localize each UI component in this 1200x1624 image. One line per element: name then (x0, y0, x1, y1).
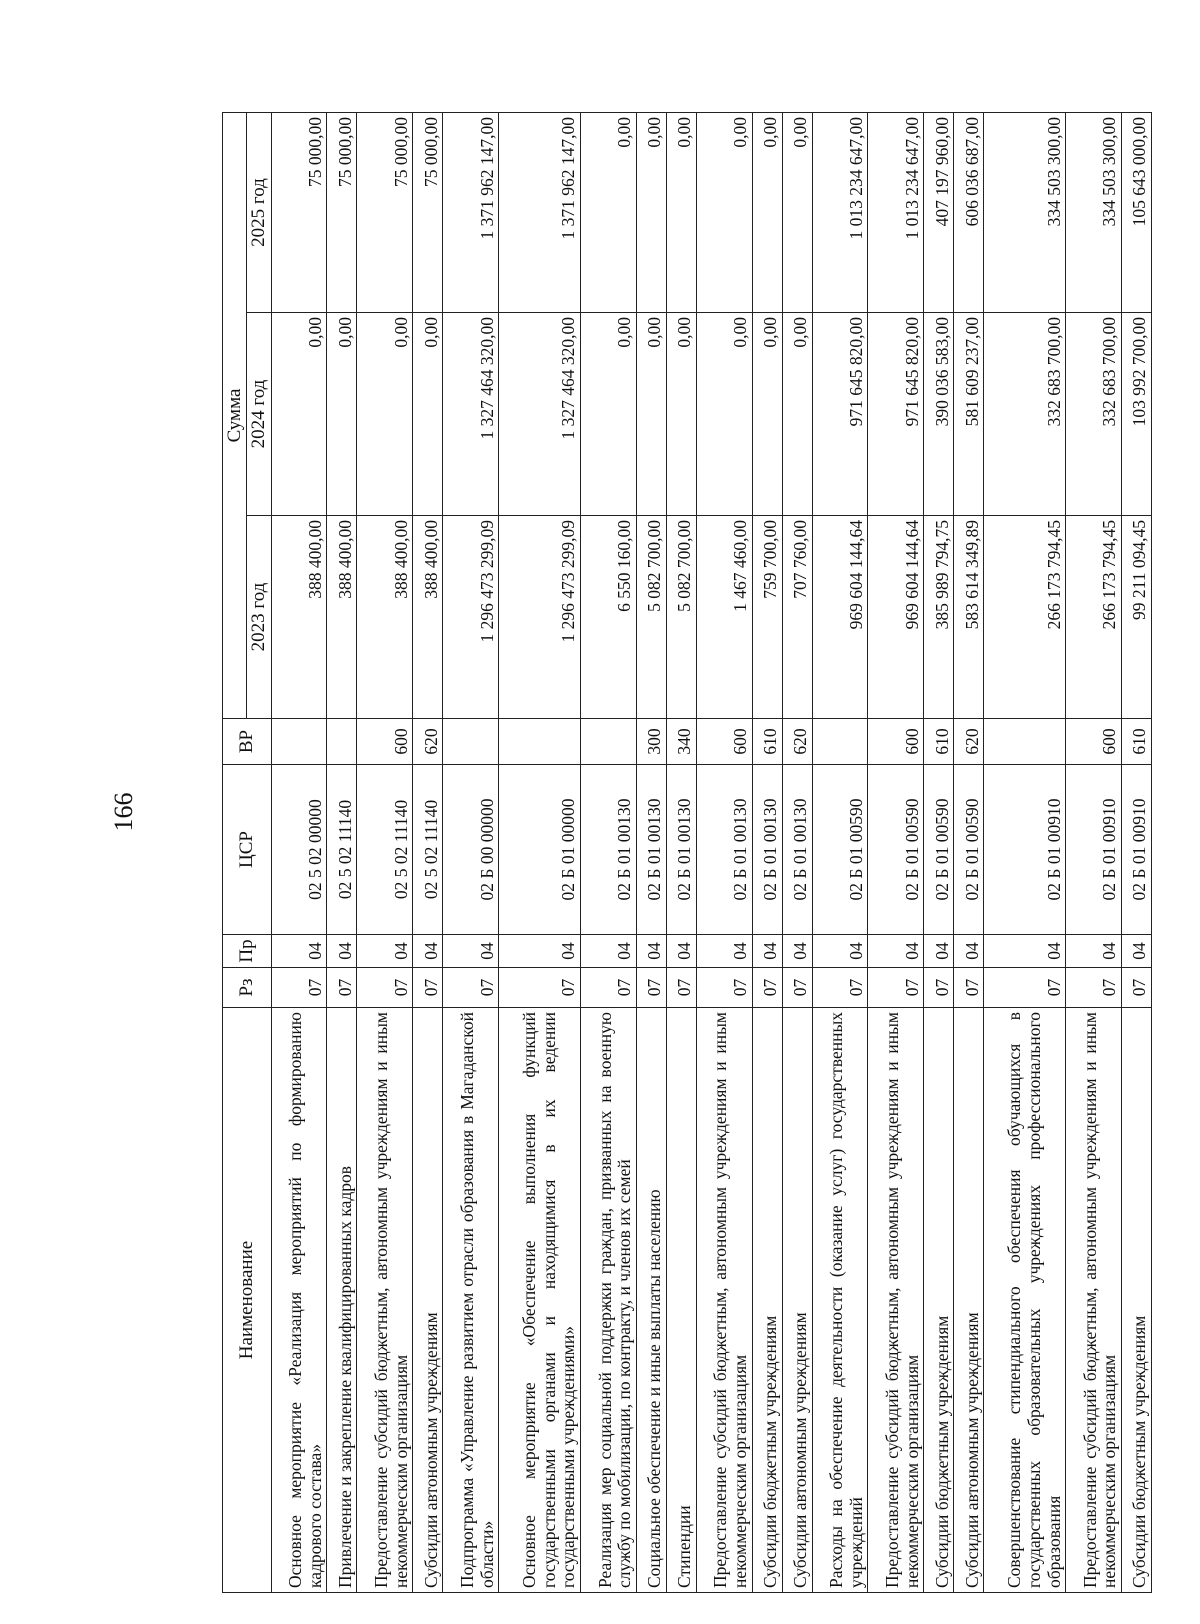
table-row (954, 113, 984, 1593)
cell-2024: 0,00 (636, 313, 666, 516)
cell-rz: 07 (357, 968, 413, 1008)
cell-2025: 105 643 000,00 (1122, 113, 1152, 313)
cell-2023: 388 400,00 (413, 516, 443, 719)
cell-name: Субсидии автономным учреждениям (782, 1008, 812, 1593)
cell-2024: 332 683 700,00 (984, 313, 1066, 516)
cell-rz: 07 (1066, 968, 1122, 1008)
cell-rz: 07 (499, 968, 581, 1008)
cell-2025: 0,00 (636, 113, 666, 313)
header-vr: ВР (223, 719, 272, 765)
cell-2025: 75 000,00 (327, 113, 357, 313)
cell-csr: 02 Б 01 00130 (696, 765, 752, 935)
cell-csr: 02 Б 01 00130 (666, 765, 696, 935)
cell-2024: 390 036 583,00 (924, 313, 954, 516)
table-row (443, 113, 499, 1593)
table-row (812, 113, 868, 1593)
cell-2025: 0,00 (696, 113, 752, 313)
cell-2024: 332 683 700,00 (1066, 313, 1122, 516)
cell-name: Субсидии бюджетным учреждениям (752, 1008, 782, 1593)
cell-pr: 04 (413, 935, 443, 968)
cell-pr: 04 (357, 935, 413, 968)
cell-2024: 0,00 (666, 313, 696, 516)
cell-rz: 07 (812, 968, 868, 1008)
cell-pr: 04 (696, 935, 752, 968)
cell-2023: 583 614 349,89 (954, 516, 984, 719)
cell-2023: 1 467 460,00 (696, 516, 752, 719)
page-number: 166 (109, 792, 138, 832)
table-row (752, 113, 782, 1593)
cell-vr: 620 (782, 719, 812, 765)
cell-vr: 610 (1122, 719, 1152, 765)
cell-2025: 75 000,00 (413, 113, 443, 313)
cell-rz: 07 (271, 968, 327, 1008)
cell-2023: 99 211 094,45 (1122, 516, 1152, 719)
cell-pr: 04 (812, 935, 868, 968)
cell-2024: 0,00 (752, 313, 782, 516)
cell-vr (499, 719, 581, 765)
cell-csr: 02 Б 01 00590 (868, 765, 924, 935)
cell-vr (812, 719, 868, 765)
cell-name: Основное мероприятие «Обеспечение выполнения функций государственными органами и находящимися в их ведении государственными учреждениями» (499, 1008, 581, 1593)
cell-2023: 388 400,00 (357, 516, 413, 719)
cell-pr: 04 (636, 935, 666, 968)
cell-pr: 04 (666, 935, 696, 968)
cell-name: Расходы на обеспечение деятельности (оказание услуг) государственных учреждений (812, 1008, 868, 1593)
cell-name: Социальное обеспечение и иные выплаты населению (636, 1008, 666, 1593)
cell-vr: 610 (924, 719, 954, 765)
cell-2023: 1 296 473 299,09 (443, 516, 499, 719)
table-row (271, 113, 327, 1593)
cell-2023: 266 173 794,45 (984, 516, 1066, 719)
cell-pr: 04 (924, 935, 954, 968)
cell-rz: 07 (924, 968, 954, 1008)
cell-name: Совершенствование стипендиального обеспечения обучающихся в государственных образовательных учреждениях профессионального образования (984, 1008, 1066, 1593)
cell-2023: 266 173 794,45 (1066, 516, 1122, 719)
cell-rz: 07 (580, 968, 636, 1008)
cell-2025: 334 503 300,00 (1066, 113, 1122, 313)
cell-2025: 75 000,00 (271, 113, 327, 313)
header-2024: 2024 год (247, 313, 271, 516)
cell-2023: 5 082 700,00 (666, 516, 696, 719)
cell-2023: 388 400,00 (327, 516, 357, 719)
cell-name: Стипендии (666, 1008, 696, 1593)
cell-vr: 600 (696, 719, 752, 765)
cell-csr: 02 Б 01 00910 (1122, 765, 1152, 935)
cell-2025: 1 371 962 147,00 (499, 113, 581, 313)
cell-name: Субсидии бюджетным учреждениям (1122, 1008, 1152, 1593)
cell-vr (443, 719, 499, 765)
header-csr: ЦСР (223, 765, 272, 935)
cell-csr: 02 Б 01 00590 (812, 765, 868, 935)
cell-csr: 02 Б 01 00910 (984, 765, 1066, 935)
cell-name: Реализация мер социальной поддержки граждан, призванных на военную службу по мобилизации, по контракту, и членов их семей (580, 1008, 636, 1593)
cell-rz: 07 (443, 968, 499, 1008)
cell-2025: 75 000,00 (357, 113, 413, 313)
cell-name: Привлечение и закрепление квалифицированных кадров (327, 1008, 357, 1593)
cell-pr: 04 (327, 935, 357, 968)
cell-pr: 04 (782, 935, 812, 968)
cell-name: Предоставление субсидий бюджетным, автономным учреждениям и иным некоммерческим организациям (357, 1008, 413, 1593)
cell-pr: 04 (1122, 935, 1152, 968)
cell-pr: 04 (443, 935, 499, 968)
cell-name: Субсидии бюджетным учреждениям (924, 1008, 954, 1593)
cell-csr: 02 Б 01 00590 (924, 765, 954, 935)
cell-vr: 600 (868, 719, 924, 765)
budget-table-container (222, 113, 1152, 1593)
cell-name: Предоставление субсидий бюджетным, автономным учреждениям и иным некоммерческим организациям (696, 1008, 752, 1593)
cell-rz: 07 (327, 968, 357, 1008)
cell-name: Подпрограмма «Управление развитием отрасли образования в Магаданской области» (443, 1008, 499, 1593)
cell-name: Предоставление субсидий бюджетным, автономным учреждениям и иным некоммерческим организациям (868, 1008, 924, 1593)
table-row (1066, 113, 1122, 1593)
table-row (413, 113, 443, 1593)
cell-rz: 07 (666, 968, 696, 1008)
table-row (327, 113, 357, 1593)
cell-pr: 04 (1066, 935, 1122, 968)
cell-pr: 04 (752, 935, 782, 968)
cell-2024: 971 645 820,00 (868, 313, 924, 516)
cell-2025: 1 013 234 647,00 (868, 113, 924, 313)
cell-2025: 606 036 687,00 (954, 113, 984, 313)
header-name: Наименование (223, 1008, 272, 1593)
cell-2025: 0,00 (666, 113, 696, 313)
header-sum: Сумма (223, 113, 247, 719)
cell-csr: 02 5 02 11140 (357, 765, 413, 935)
cell-rz: 07 (696, 968, 752, 1008)
header-2025: 2025 год (247, 113, 271, 313)
cell-name: Субсидии автономным учреждениям (413, 1008, 443, 1593)
cell-2023: 6 550 160,00 (580, 516, 636, 719)
cell-csr: 02 Б 01 00130 (636, 765, 666, 935)
cell-2025: 0,00 (752, 113, 782, 313)
cell-2025: 0,00 (782, 113, 812, 313)
cell-pr: 04 (984, 935, 1066, 968)
cell-pr: 04 (499, 935, 581, 968)
table-row (868, 113, 924, 1593)
cell-vr: 620 (954, 719, 984, 765)
cell-rz: 07 (868, 968, 924, 1008)
header-2023: 2023 год (247, 516, 271, 719)
table-body (271, 113, 1151, 1593)
cell-pr: 04 (954, 935, 984, 968)
cell-2024: 1 327 464 320,00 (443, 313, 499, 516)
cell-name: Субсидии автономным учреждениям (954, 1008, 984, 1593)
cell-rz: 07 (782, 968, 812, 1008)
table-row (666, 113, 696, 1593)
cell-2024: 0,00 (580, 313, 636, 516)
cell-csr: 02 5 02 11140 (327, 765, 357, 935)
cell-2023: 759 700,00 (752, 516, 782, 719)
cell-vr (327, 719, 357, 765)
cell-csr: 02 Б 00 00000 (443, 765, 499, 935)
cell-csr: 02 Б 01 00130 (752, 765, 782, 935)
cell-csr: 02 5 02 00000 (271, 765, 327, 935)
cell-csr: 02 5 02 11140 (413, 765, 443, 935)
cell-2023: 707 760,00 (782, 516, 812, 719)
cell-2023: 385 989 794,75 (924, 516, 954, 719)
header-rz: Рз (223, 968, 272, 1008)
table-row (696, 113, 752, 1593)
cell-2024: 581 609 237,00 (954, 313, 984, 516)
cell-vr (580, 719, 636, 765)
cell-vr (984, 719, 1066, 765)
cell-2023: 1 296 473 299,09 (499, 516, 581, 719)
table-row (636, 113, 666, 1593)
cell-vr: 600 (357, 719, 413, 765)
cell-2024: 0,00 (413, 313, 443, 516)
cell-2024: 971 645 820,00 (812, 313, 868, 516)
cell-rz: 07 (752, 968, 782, 1008)
cell-2025: 1 371 962 147,00 (443, 113, 499, 313)
cell-vr: 600 (1066, 719, 1122, 765)
cell-pr: 04 (868, 935, 924, 968)
cell-vr (271, 719, 327, 765)
table-row (984, 113, 1066, 1593)
cell-rz: 07 (1122, 968, 1152, 1008)
cell-2024: 0,00 (327, 313, 357, 516)
table-row (499, 113, 581, 1593)
cell-2025: 1 013 234 647,00 (812, 113, 868, 313)
cell-csr: 02 Б 01 00130 (580, 765, 636, 935)
cell-rz: 07 (984, 968, 1066, 1008)
table-row (580, 113, 636, 1593)
cell-2023: 969 604 144,64 (812, 516, 868, 719)
cell-pr: 04 (271, 935, 327, 968)
cell-vr: 340 (666, 719, 696, 765)
header-row-1 (223, 113, 247, 1593)
cell-csr: 02 Б 01 00130 (782, 765, 812, 935)
table-row (924, 113, 954, 1593)
cell-csr: 02 Б 01 00000 (499, 765, 581, 935)
cell-2024: 0,00 (782, 313, 812, 516)
cell-2025: 334 503 300,00 (984, 113, 1066, 313)
cell-pr: 04 (580, 935, 636, 968)
cell-2023: 969 604 144,64 (868, 516, 924, 719)
cell-2025: 0,00 (580, 113, 636, 313)
cell-vr: 620 (413, 719, 443, 765)
cell-rz: 07 (954, 968, 984, 1008)
cell-2024: 0,00 (696, 313, 752, 516)
cell-2023: 5 082 700,00 (636, 516, 666, 719)
cell-rz: 07 (636, 968, 666, 1008)
table-row (357, 113, 413, 1593)
table-row (1122, 113, 1152, 1593)
cell-vr: 300 (636, 719, 666, 765)
cell-name: Основное мероприятие «Реализация мероприятий по формированию кадрового состава» (271, 1008, 327, 1593)
header-pr: Пр (223, 935, 272, 968)
table-row (782, 113, 812, 1593)
cell-name: Предоставление субсидий бюджетным, автономным учреждениям и иным некоммерческим организациям (1066, 1008, 1122, 1593)
cell-2024: 0,00 (357, 313, 413, 516)
cell-2023: 388 400,00 (271, 516, 327, 719)
cell-2024: 1 327 464 320,00 (499, 313, 581, 516)
cell-2024: 0,00 (271, 313, 327, 516)
budget-table (222, 112, 1152, 1593)
cell-rz: 07 (413, 968, 443, 1008)
cell-2024: 103 992 700,00 (1122, 313, 1152, 516)
cell-csr: 02 Б 01 00910 (1066, 765, 1122, 935)
cell-csr: 02 Б 01 00590 (954, 765, 984, 935)
cell-2025: 407 197 960,00 (924, 113, 954, 313)
cell-vr: 610 (752, 719, 782, 765)
